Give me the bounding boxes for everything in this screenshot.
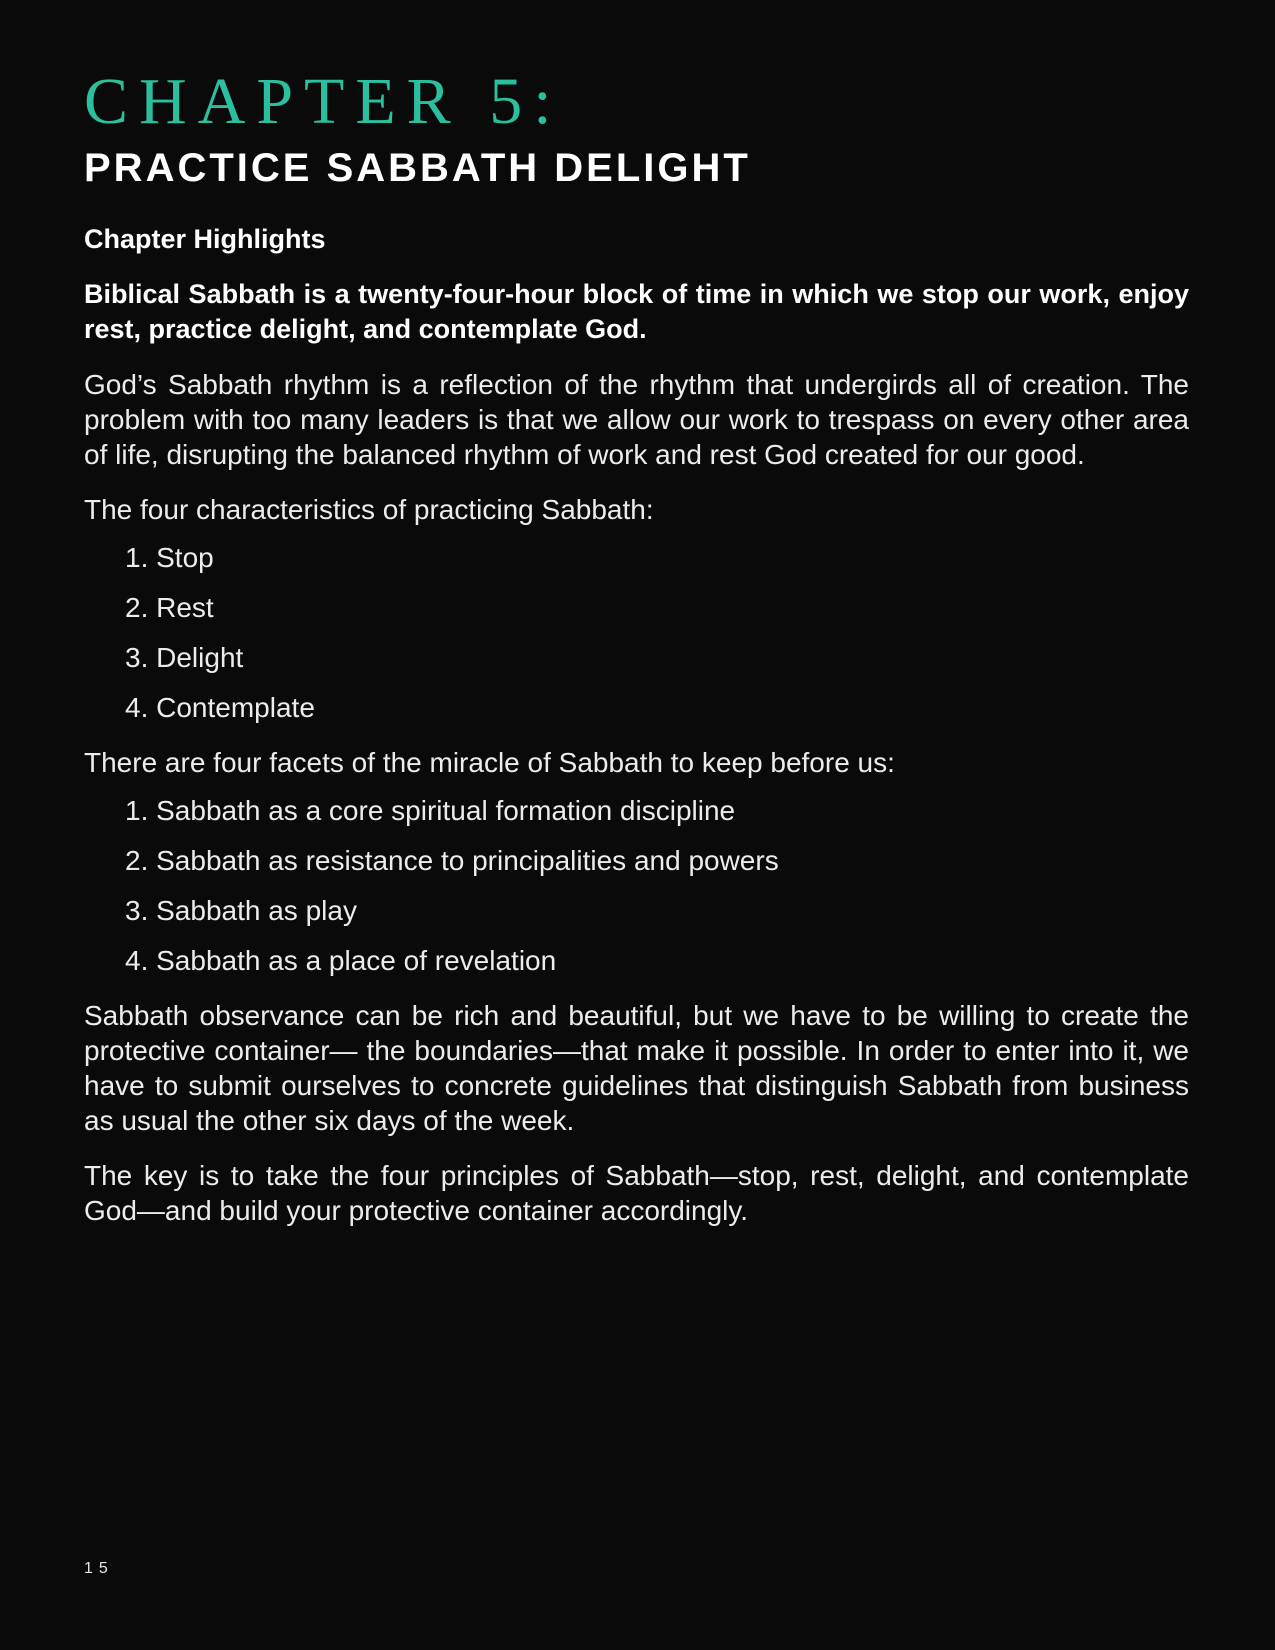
- list-item: 4. Contemplate: [125, 692, 315, 723]
- list-item: 2. Sabbath as resistance to principalities and powers: [125, 845, 779, 876]
- list-item: 1. Stop: [125, 542, 214, 573]
- highlights-heading: Chapter Highlights: [84, 224, 326, 254]
- body-paragraph: The key is to take the four principles of Sabbath—stop, rest, delight, and contemplate God—and build your protective container accordingly.: [84, 1160, 1189, 1226]
- list-item: 3. Sabbath as play: [125, 895, 357, 926]
- page-number: 15: [84, 1560, 114, 1577]
- characteristics-list: [84, 540, 1189, 725]
- list-item: 1. Sabbath as a core spiritual formation discipline: [125, 795, 736, 826]
- list-item: 2. Rest: [125, 592, 214, 623]
- chapter-page: [84, 62, 1189, 1228]
- characteristics-intro: The four characteristics of practicing Sabbath:: [84, 494, 654, 525]
- lead-paragraph: Biblical Sabbath is a twenty-four-hour block of time in which we stop our work, enjoy rest, practice delight, and contemplate God.: [84, 279, 1189, 344]
- chapter-title: PRACTICE SABBATH DELIGHT: [84, 146, 751, 190]
- body-paragraph: Sabbath observance can be rich and beautiful, but we have to be willing to create the protective container— the boundaries—that make it possible. In order to enter into it, we have to submit ourselves to concrete guidelines that distinguish Sabbath from business as usual the other six days of the week.: [84, 1000, 1189, 1136]
- body-paragraph: God’s Sabbath rhythm is a reflection of the rhythm that undergirds all of creation. The problem with too many leaders is that we allow our work to trespass on every other area of life, disrupting the balanced rhythm of work and rest God created for our good.: [84, 369, 1189, 470]
- facets-list: [84, 793, 1189, 978]
- chapter-label: CHAPTER 5:: [84, 65, 563, 138]
- facets-intro: There are four facets of the miracle of Sabbath to keep before us:: [84, 747, 895, 778]
- list-item: 4. Sabbath as a place of revelation: [125, 945, 557, 976]
- list-item: 3. Delight: [125, 642, 244, 673]
